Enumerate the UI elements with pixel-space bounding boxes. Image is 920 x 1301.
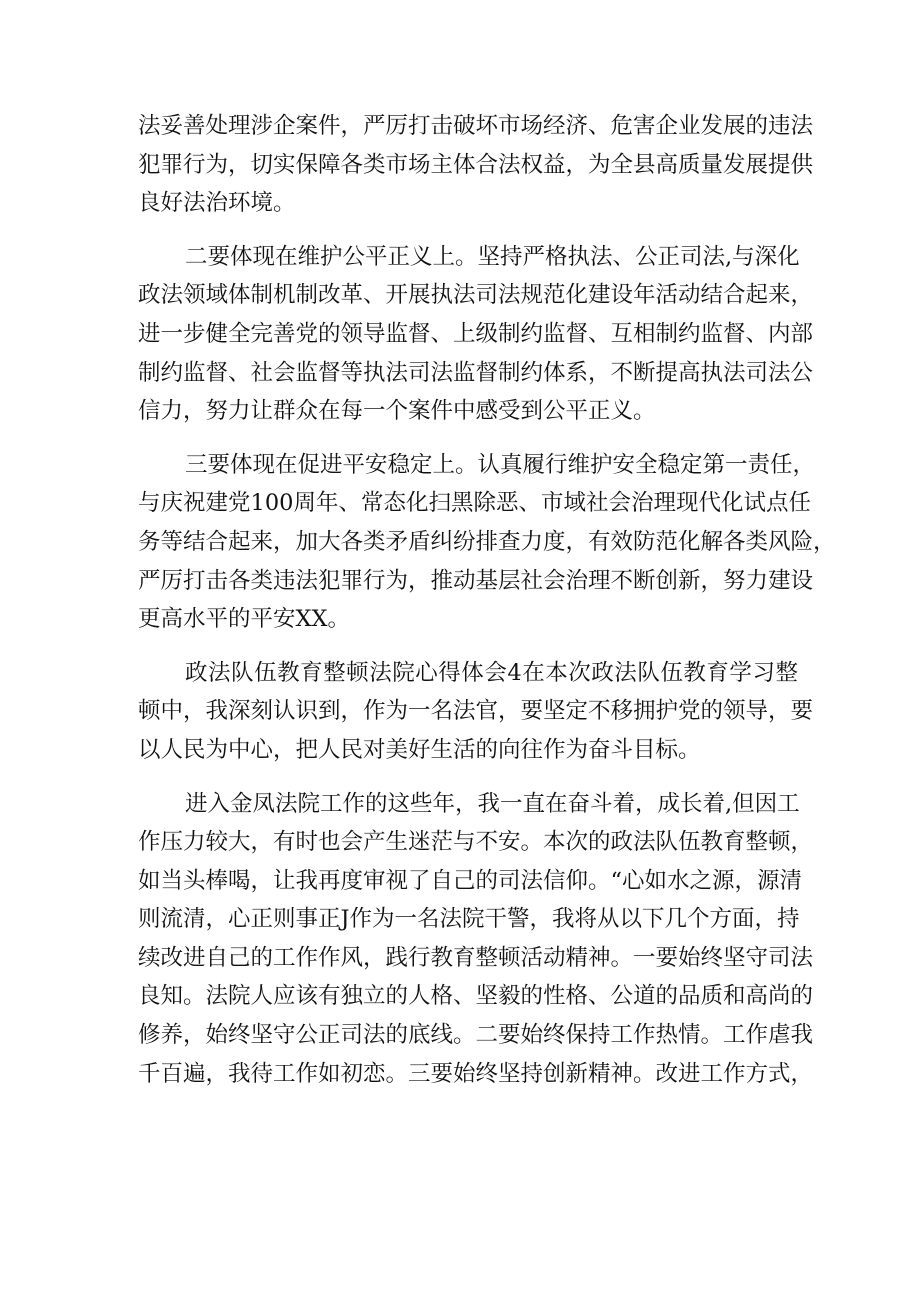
paragraph-3 <box>138 446 836 639</box>
paragraph-line: 千百遍，我待工作如初恋。三要始终坚持创新精神。改进工作方式， <box>138 1060 814 1087</box>
paragraph-line: 三要体现在促进平安稳定上。认真履行维护安全稳定第一责任， <box>185 451 816 478</box>
paragraph-line: 如当头棒喝，让我再度审视了自己的司法信仰。“心如水之源，源清 <box>138 867 803 894</box>
paragraph-line: 严厉打击各类违法犯罪行为，推动基层社会治理不断创新，努力建设 <box>138 567 814 594</box>
paragraph-line: 务等结合起来，加大各类矛盾纠纷排查力度，有效防范化解各类风险， <box>138 528 836 555</box>
paragraph-line: 良知。法院人应该有独立的人格、坚毅的性格、公道的品质和高尚的 <box>138 983 814 1010</box>
paragraph-gap <box>138 223 798 238</box>
paragraph-line: 续改进自己的工作作风，践行教育整顿活动精神。一要始终坚守司法 <box>138 944 814 971</box>
paragraph-line: 更高水平的平安XX。 <box>138 606 351 633</box>
paragraph-line: 修养，始终坚守公正司法的底线。二要始终保持工作热情。工作虐我 <box>138 1022 814 1049</box>
paragraph-line: 进入金凤法院工作的这些年，我一直在奋斗着，成长着,但因工 <box>185 790 800 817</box>
document-body <box>138 107 836 1093</box>
paragraph-gap <box>138 639 798 654</box>
paragraph-line: 二要体现在维护公平正义上。坚持严格执法、公正司法,与深化 <box>185 243 800 270</box>
paragraph-1 <box>138 107 814 223</box>
paragraph-2 <box>138 238 814 431</box>
paragraph-4 <box>138 654 814 770</box>
paragraph-line: 顿中，我深刻认识到，作为一名法官，要坚定不移拥护党的领导，要 <box>138 698 814 725</box>
paragraph-line: 以人民为中心，把人民对美好生活的向往作为奋斗目标。 <box>138 736 701 763</box>
paragraph-line: 作压力较大，有时也会产生迷茫与不安。本次的政法队伍教育整顿， <box>138 829 814 856</box>
paragraph-line: 犯罪行为，切实保障各类市场主体合法权益，为全县高质量发展提供 <box>138 151 814 178</box>
paragraph-gap <box>138 431 798 446</box>
paragraph-line: 政法领域体制机制改革、开展执法司法规范化建设年活动结合起来， <box>138 282 814 309</box>
paragraph-line: 与庆祝建党100周年、常态化扫黑除恶、市域社会治理现代化试点任 <box>138 490 811 517</box>
paragraph-line: 法妥善处理涉企案件，严厉打击破坏市场经济、危害企业发展的违法 <box>138 113 814 139</box>
paragraph-line: 制约监督、社会监督等执法司法监督制约体系，不断提高执法司法公 <box>138 359 814 386</box>
paragraph-line: 政法队伍教育整顿法院心得体会4在本次政法队伍教育学习整 <box>185 659 798 686</box>
paragraph-line: 则流清，心正则事正J作为一名法院干警，我将从以下几个方面，持 <box>138 906 800 933</box>
paragraph-line: 信力，努力让群众在每一个案件中感受到公平正义。 <box>138 398 656 425</box>
paragraph-5 <box>138 785 814 1094</box>
paragraph-line: 进一步健全完善党的领导监督、上级制约监督、互相制约监督、内部 <box>138 320 814 347</box>
paragraph-line: 良好法治环境。 <box>138 190 296 217</box>
paragraph-gap <box>138 770 798 785</box>
